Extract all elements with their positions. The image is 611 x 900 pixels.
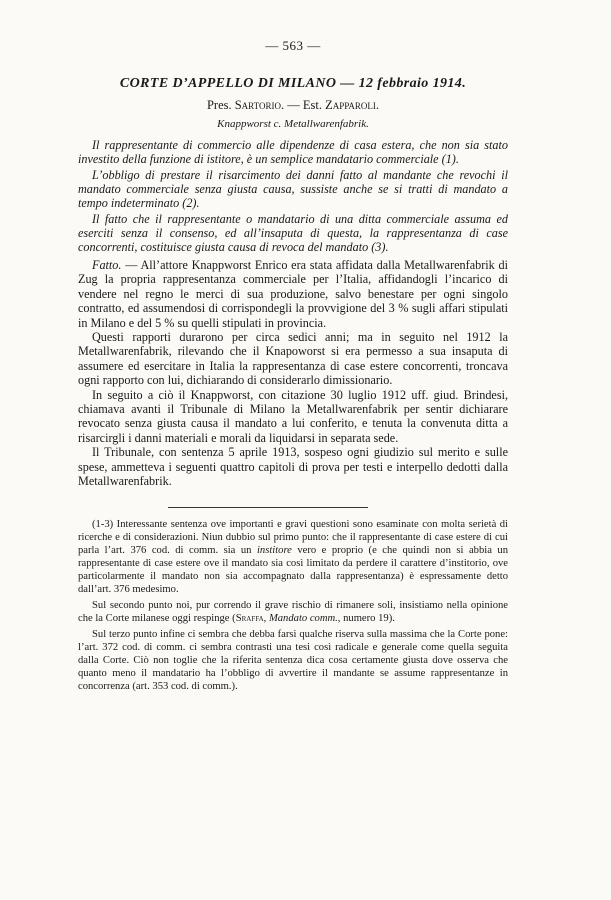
judges-pres-name: Sartorio [234, 98, 281, 112]
footnote-1-text-a: (1-3) Interessante sentenza ove importanti e gravi questioni sono esaminate con molta serietà di ricerche e di considerazioni. Niun dubbio sul primo punto: che il rappresentante di case estere di cui parla l’art. 376 cod. di comm. sia un [78, 518, 508, 556]
footnote-2-text-b: , numero 19). [337, 612, 395, 624]
footnote-2-work: Mandato comm. [268, 612, 338, 624]
footnote-2-text-a: Sul secondo punto noi, pur correndo il grave rischio di rimanere soli, insistiamo nella opinione che la Corte milanese oggi respinge ( [78, 599, 508, 624]
maxim-1: Il rappresentante di commercio alle dipendenze di casa estera, che non sia stato investito della funzione di istitore, è un semplice mandatario commerciale (1). [78, 138, 508, 166]
footnote-divider [168, 507, 368, 508]
body-paragraph-1 [78, 258, 508, 330]
maxim-3: Il fatto che il rappresentante o mandatario di una ditta commerciale assuma ed eserciti senza il consenso, ed all’insaputa di questa, la rappresentanza di case concorrenti, costituisce giusta causa di revoca del mandato (3). [78, 212, 508, 254]
footnote-1-italic: institore [256, 544, 292, 556]
judges-suffix: . [375, 98, 380, 112]
judges-separator: . — Est. [280, 98, 326, 112]
footnote-2-sep: , [263, 612, 269, 624]
footnote-2 [78, 599, 508, 625]
case-parties: Knappworst c. Metallwarenfabrik. [217, 118, 369, 130]
fatto-label: Fatto. [92, 258, 122, 272]
judges-est-name: Zapparoli [325, 98, 376, 112]
judges-line [78, 98, 508, 113]
judges-pres-prefix: Pres. [206, 98, 235, 112]
footnote-1-text-b: vero e proprio (e che quindi non si abbia un rappresentante di case estere ove il mandato sia così limitato da perdere il carattere d’institorio, ove particolarmente il mandato non sia accompagnato dalla rappresentanza) è espressamente detto dall’art. 376 medesimo. [78, 544, 508, 595]
body-paragraph-4: Il Tribunale, con sentenza 5 aprile 1913, sospeso ogni giudizio sul merito e sulle spese, ammetteva i seguenti quattro capitoli di prova per testi e interpello dedotti dalla Metallwarenfabrik. [78, 445, 508, 489]
page-number: — 563 — [265, 38, 321, 53]
body-paragraph-3: In seguito a ciò il Knappworst, con citazione 30 luglio 1912 uff. giud. Brindesi, chiamava avanti il Tribunale di Milano la Metallwarenfabrik per sentir dichiarare revocato senza giusta causa il mandato a lui conferito, e tenuta la convenuta ditta a risarcirgli i danni materiali e morali da liquidarsi in separata sede. [78, 387, 508, 445]
court-title: CORTE D’APPELLO DI MILANO — 12 febbraio 1914. [119, 76, 467, 91]
body-paragraph-2: Questi rapporti durarono per circa sedici anni; ma in seguito nel 1912 la Metallwarenfabrik, rilevando che il Knapoworst si era permesso a sua insaputa di assumere ed esercitare in Italia la rappresentanza di case estere concorrenti, troncava ogni rapporto con lui, dichiarando di considerarlo dimissionario. [78, 330, 508, 388]
body-paragraph-1-text: — All’attore Knappworst Enrico era stata affidata dalla Metallwarenfabrik di Zug la propria rappresentanza commerciale per l’Italia, affidandogli l’incarico di vendere nel regno le merci di sua produzione, salvo benestare per ogni singolo contratto, ed assumendosi di corrispondegli la provvigione del 3 % sugli affari stipulati in Milano e del 5 % su quelli stipulati in provincia. [78, 258, 508, 330]
footnote-3: Sul terzo punto infine ci sembra che debba farsi qualche riserva sulla massima che la Corte pone: l’art. 372 cod. di comm. ci sembra contrasti una tesi così radicale e generale come quella seguita dalla Corte. Ciò non toglie che la riferita sentenza dica cosa certamente giusta dove osserva che quanto meno il mandatario ha l’obbligo di avvertire il mandante se assume rappresentanze in concorrenza (art. 353 cod. di comm.). [78, 628, 508, 692]
footnote-2-author: Sraffa [235, 612, 264, 624]
maxim-2: L’obbligo di prestare il risarcimento dei danni fatto al mandante che revochi il mandato commerciale senza giusta causa, sussiste anche se si tratti di mandato a tempo indeterminato (2). [78, 168, 508, 210]
footnote-1 [78, 518, 508, 596]
document-page [78, 38, 508, 696]
